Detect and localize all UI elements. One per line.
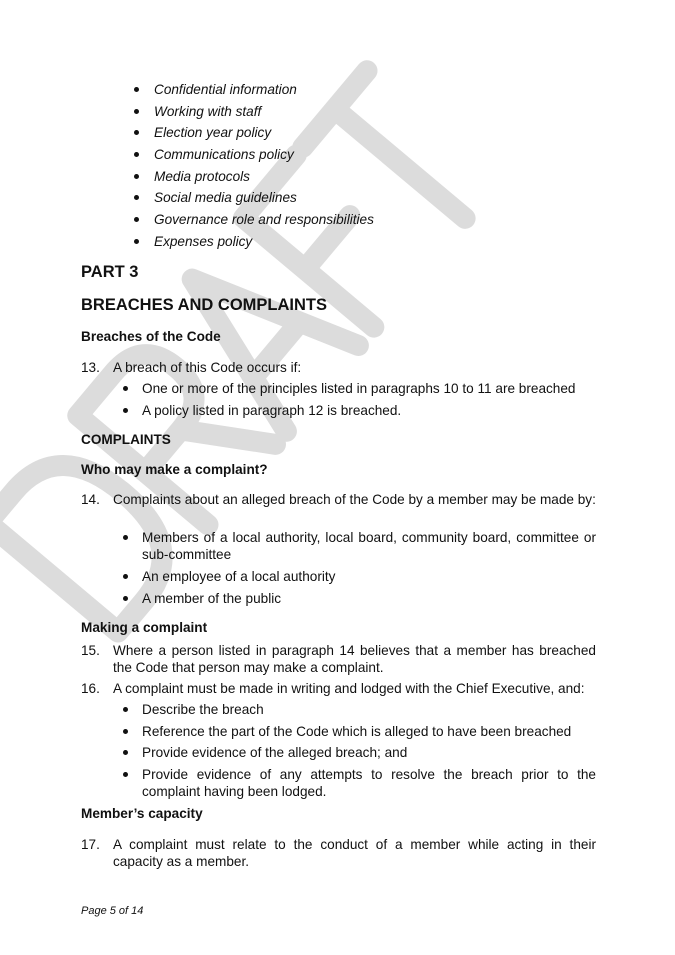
bullet-icon xyxy=(123,408,128,413)
list-item: Media protocols xyxy=(154,169,250,184)
page-number: Page 5 of 14 xyxy=(81,905,144,917)
list-item: Expenses policy xyxy=(154,234,253,249)
paragraph-text: A complaint must relate to the conduct of a member while acting in their capacity as a member. xyxy=(113,837,596,869)
section-heading: BREACHES AND COMPLAINTS xyxy=(81,296,327,314)
subheading-breaches: Breaches of the Code xyxy=(81,329,221,344)
list-item: One or more of the principles listed in paragraphs 10 to 11 are breached xyxy=(142,381,576,396)
list-item: A policy listed in paragraph 12 is breached. xyxy=(142,403,402,418)
complaints-heading: COMPLAINTS xyxy=(81,432,171,447)
paragraph-text: A complaint must be made in writing and lodged with the Chief Executive, and: xyxy=(113,681,585,696)
bullet-icon xyxy=(134,152,139,157)
bullet-icon xyxy=(123,707,128,712)
bullet-icon xyxy=(123,386,128,391)
bullet-icon xyxy=(134,239,139,244)
bullet-icon xyxy=(123,750,128,755)
paragraph-number: 13. xyxy=(81,360,100,375)
bullet-icon xyxy=(134,217,139,222)
bullet-icon xyxy=(134,174,139,179)
bullet-icon xyxy=(123,574,128,579)
list-item: Confidential information xyxy=(154,82,297,97)
bullet-icon xyxy=(123,729,128,734)
list-item: Members of a local authority, local board, community board, committee or sub-committee xyxy=(142,530,596,562)
bullet-icon xyxy=(123,535,128,540)
list-item: Governance role and responsibilities xyxy=(154,212,374,227)
part-heading: PART 3 xyxy=(81,263,139,281)
bullet-icon xyxy=(134,87,139,92)
paragraph-text: A breach of this Code occurs if: xyxy=(113,360,302,375)
subheading-who: Who may make a complaint? xyxy=(81,462,268,477)
list-item: Communications policy xyxy=(154,147,294,162)
paragraph-number: 14. xyxy=(81,492,100,507)
paragraph-number: 15. xyxy=(81,643,100,658)
bullet-icon xyxy=(134,130,139,135)
bullet-icon xyxy=(134,109,139,114)
subheading-making: Making a complaint xyxy=(81,620,208,635)
list-item: A member of the public xyxy=(142,591,282,606)
paragraph-number: 16. xyxy=(81,681,100,696)
bullet-icon xyxy=(123,596,128,601)
list-item: Reference the part of the Code which is alleged to have been breached xyxy=(142,724,572,739)
paragraph-text: Complaints about an alleged breach of the Code by a member may be made by: xyxy=(113,492,596,507)
list-item: Provide evidence of the alleged breach; and xyxy=(142,745,408,760)
list-item: Social media guidelines xyxy=(154,190,297,205)
bullet-icon xyxy=(123,772,128,777)
list-item: An employee of a local authority xyxy=(142,569,336,584)
paragraph-number: 17. xyxy=(81,837,100,852)
list-item: Provide evidence of any attempts to resolve the breach prior to the complaint having been lodged. xyxy=(142,767,596,799)
subheading-capacity: Member’s capacity xyxy=(81,806,203,821)
list-item: Describe the breach xyxy=(142,702,264,717)
list-item: Election year policy xyxy=(154,125,272,140)
list-item: Working with staff xyxy=(154,104,262,119)
bullet-icon xyxy=(134,195,139,200)
paragraph-text: Where a person listed in paragraph 14 believes that a member has breached the Code that person may make a complaint. xyxy=(113,643,596,675)
